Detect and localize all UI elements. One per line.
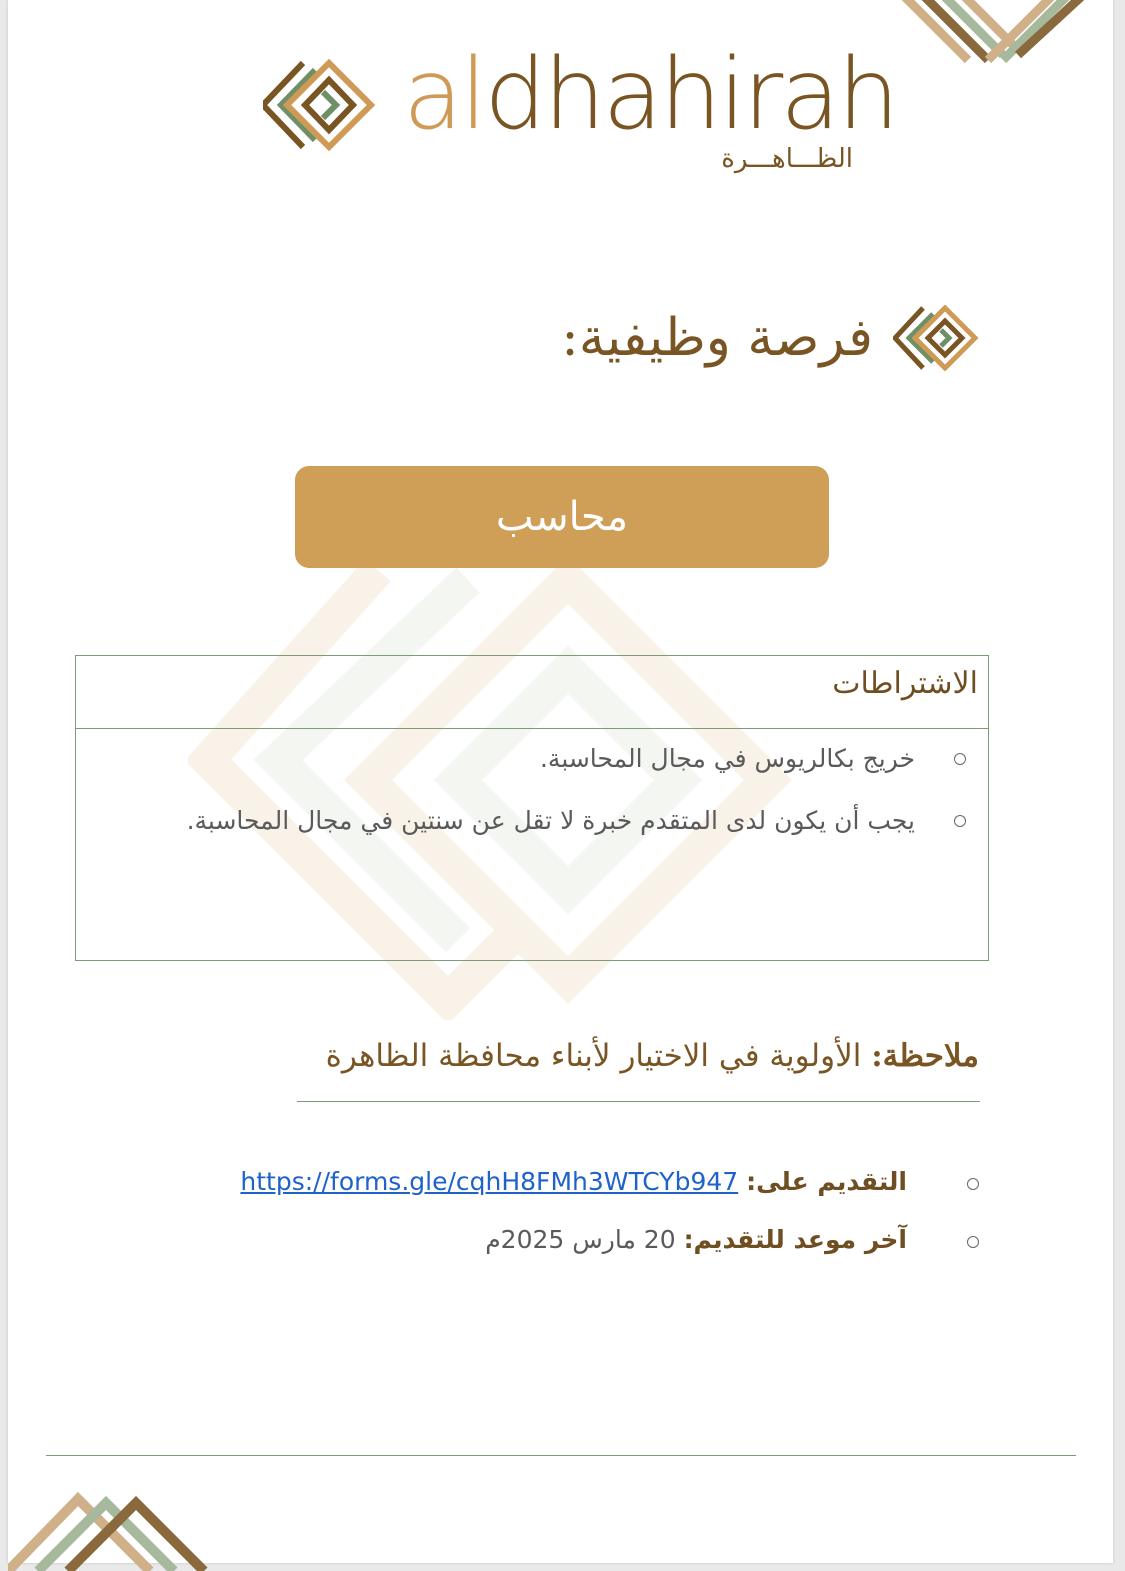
bullet-icon: [967, 1178, 979, 1190]
deadline-item: [240, 1220, 979, 1260]
brand-latin-name: aldhahirah: [403, 38, 897, 152]
bullet-icon: [954, 815, 966, 827]
requirements-table: [75, 655, 989, 961]
note-label: ملاحظة:: [871, 1038, 979, 1074]
job-title-banner: محاسب: [295, 466, 829, 568]
brand-logo: [263, 38, 897, 190]
deadline-label: آخر موعد للتقديم:: [683, 1225, 907, 1254]
apply-form-link[interactable]: https://forms.gle/cqhH8FMh3WTCYb947: [240, 1167, 739, 1196]
note-divider: [297, 1101, 980, 1102]
bullet-icon: [954, 753, 966, 765]
apply-info-list: [240, 1162, 979, 1260]
corner-stripes-bottom-icon: [8, 1491, 218, 1571]
priority-note: [326, 1038, 979, 1074]
title-row: [561, 305, 1003, 371]
apply-link-item: [240, 1162, 979, 1202]
bullet-icon: [967, 1236, 979, 1248]
footer-divider: [46, 1455, 1076, 1456]
brand-arabic-name: الظـــاهـــرة: [721, 144, 853, 174]
deadline-value: 20 مارس 2025م: [485, 1225, 676, 1254]
page-title: فرصة وظيفية:: [561, 308, 873, 368]
apply-link-label: التقديم على:: [746, 1167, 907, 1196]
requirements-list: [76, 737, 988, 843]
job-posting-page: [8, 0, 1113, 1563]
requirement-item: يجب أن يكون لدى المتقدم خبرة لا تقل عن سنتين في مجال المحاسبة.: [116, 799, 970, 843]
note-text: الأولوية في الاختيار لأبناء محافظة الظاهرة: [325, 1038, 862, 1074]
requirement-item: خريج بكالريوس في مجال المحاسبة.: [116, 737, 970, 781]
requirements-heading: الاشتراطات: [76, 656, 988, 729]
title-diamond-icon: [893, 305, 1003, 371]
corner-stripes-icon: [893, 0, 1113, 70]
logo-diamond-icon: [263, 58, 388, 153]
